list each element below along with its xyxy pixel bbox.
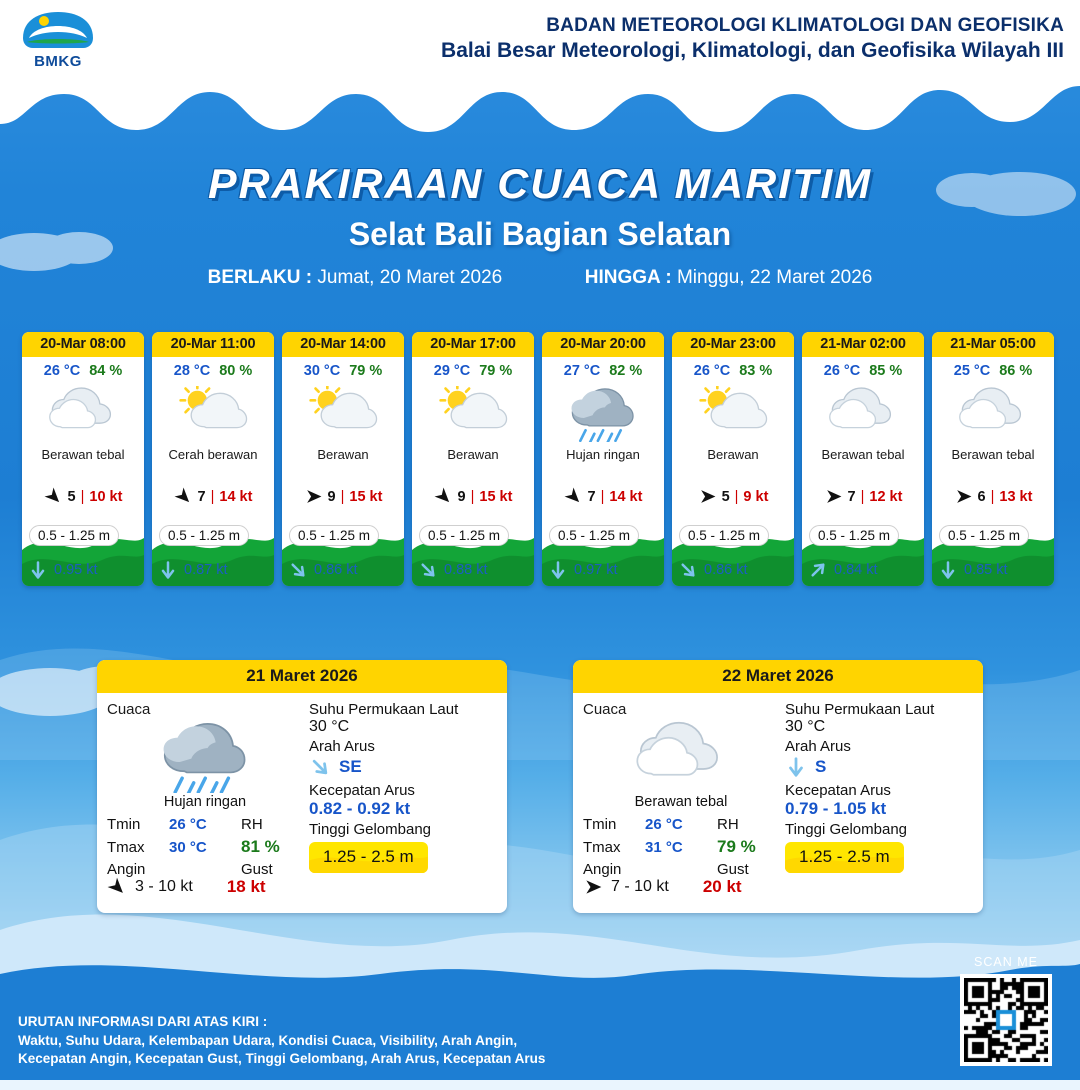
card-gust: 13 kt — [999, 488, 1033, 505]
wind-direction-arrow — [40, 483, 67, 510]
daily-gel-label: Tinggi Gelombang — [309, 821, 432, 838]
daily-values-grid — [583, 816, 779, 878]
header-line-2: Balai Besar Meteorologi, Klimatologi, dan Geofisika Wilayah III — [441, 39, 1064, 63]
footer-line-2: Waktu, Suhu Udara, Kelembapan Udara, Kondisi Cuaca, Visibility, Arah Angin, — [18, 1032, 518, 1048]
daily-wind-row — [107, 877, 303, 897]
daily-tmax-label: Tmax — [583, 839, 621, 856]
forecast-card — [412, 332, 534, 586]
daily-current-speed-block — [785, 782, 973, 819]
daily-tmax-label: Tmax — [107, 839, 145, 856]
daily-gust: 20 kt — [702, 877, 742, 896]
card-wave-zone — [22, 508, 144, 586]
card-temp-humidity — [152, 357, 274, 381]
card-time: 20-Mar 23:00 — [672, 332, 794, 357]
daily-gust-label: Gust — [241, 861, 273, 878]
daily-kec-label: Kecepatan Arus — [309, 782, 415, 799]
card-wind-speed: 9 — [327, 488, 336, 505]
daily-arus-dir: SE — [339, 757, 362, 776]
card-current-speed: 0.84 kt — [834, 562, 878, 578]
card-time: 21-Mar 05:00 — [932, 332, 1054, 357]
card-condition: Berawan — [317, 447, 369, 462]
daily-sst: 30 °C — [785, 718, 826, 735]
daily-rh: 79 % — [717, 837, 756, 856]
card-wind: 5 | 9 kt — [672, 481, 794, 506]
card-humidity: 79 % — [479, 363, 513, 379]
daily-rh-label: RH — [241, 816, 263, 833]
daily-right-column — [779, 701, 973, 903]
card-wave-height: 0.5 - 1.25 m — [679, 525, 769, 546]
weather-icon-rain — [568, 386, 638, 441]
wind-direction-arrow — [430, 483, 457, 510]
page-subtitle: Selat Bali Bagian Selatan — [348, 216, 732, 252]
card-wind-speed: 7 — [587, 488, 596, 505]
daily-values-grid — [107, 816, 303, 878]
card-wave-zone — [932, 508, 1054, 586]
card-gust: 15 kt — [349, 488, 383, 505]
card-wind-speed: 9 — [457, 488, 466, 505]
card-weather-icon — [22, 381, 144, 447]
card-condition: Berawan tebal — [41, 447, 125, 462]
daily-gel-label: Tinggi Gelombang — [785, 821, 908, 838]
daily-wind-speed: 7 - 10 kt — [611, 878, 669, 895]
card-wave-height: 0.5 - 1.25 m — [549, 525, 639, 546]
card-wave-height: 0.5 - 1.25 m — [29, 525, 119, 546]
valid-to-value: Minggu, 22 Maret 2026 — [676, 267, 873, 288]
card-wave-zone — [672, 508, 794, 586]
bmkg-logo-text: BMKG — [34, 53, 82, 70]
card-current-speed: 0.95 kt — [54, 562, 98, 578]
card-current — [288, 560, 358, 580]
wind-direction-arrow — [824, 487, 843, 506]
card-gust: 15 kt — [479, 488, 513, 505]
daily-tmin: 26 °C — [169, 816, 207, 833]
scan-block — [950, 955, 1062, 1066]
card-temperature: 30 °C — [303, 363, 341, 379]
card-condition: Berawan tebal — [821, 447, 905, 462]
card-wind: 7 | 14 kt — [542, 481, 664, 506]
card-temp-humidity — [22, 357, 144, 381]
daily-wave-block — [309, 821, 497, 878]
weather-icon-cloud-heavy — [958, 386, 1028, 441]
card-current-speed: 0.88 kt — [444, 562, 488, 578]
card-temp-humidity — [932, 357, 1054, 381]
forecast-card — [282, 332, 404, 586]
title-block — [0, 160, 1080, 289]
card-weather-icon — [152, 381, 274, 447]
card-wave-height: 0.5 - 1.25 m — [939, 525, 1029, 546]
card-temperature: 28 °C — [173, 363, 211, 379]
forecast-card — [932, 332, 1054, 586]
card-humidity: 83 % — [739, 363, 773, 379]
card-condition: Hujan ringan — [566, 447, 640, 462]
current-direction-arrow — [158, 560, 178, 580]
daily-current-dir-block — [785, 738, 973, 778]
card-current — [548, 560, 618, 580]
wind-direction-arrow — [304, 487, 323, 506]
current-direction-arrow — [284, 556, 312, 584]
card-wave-zone — [412, 508, 534, 586]
wind-direction-arrow — [698, 487, 717, 506]
card-condition: Berawan — [447, 447, 499, 462]
wind-direction-arrow — [560, 483, 587, 510]
weather-icon-sun-cloud-2 — [698, 386, 768, 441]
card-weather-icon — [282, 381, 404, 447]
card-temperature: 25 °C — [953, 363, 991, 379]
card-gust: 10 kt — [89, 488, 123, 505]
valid-from-value: Jumat, 20 Maret 2026 — [317, 267, 503, 288]
daily-rh: 81 % — [241, 837, 280, 856]
card-condition: Cerah berawan — [168, 447, 258, 462]
daily-panel-1 — [97, 660, 507, 913]
daily-tmax: 30 °C — [169, 839, 207, 856]
daily-condition: Berawan tebal — [634, 794, 728, 810]
current-direction-arrow — [674, 556, 702, 584]
card-wave-height: 0.5 - 1.25 m — [419, 525, 509, 546]
current-direction-arrow — [804, 556, 832, 584]
wind-direction-arrow — [954, 487, 973, 506]
card-wind: 7 | 14 kt — [152, 481, 274, 506]
daily-tmax: 31 °C — [645, 839, 683, 856]
daily-sst-label: Suhu Permukaan Laut — [309, 701, 459, 718]
card-wind-speed: 5 — [721, 488, 730, 505]
card-wind-speed: 6 — [977, 488, 986, 505]
daily-tmin-label: Tmin — [107, 816, 141, 833]
card-wind: 6 | 13 kt — [932, 481, 1054, 506]
wind-direction-arrow — [103, 873, 131, 901]
daily-angin-label: Angin — [107, 861, 146, 878]
daily-cuaca-label: Cuaca — [107, 701, 151, 718]
daily-sst: 30 °C — [309, 718, 350, 735]
weather-icon-sun-cloud — [178, 386, 248, 441]
current-direction-arrow — [785, 756, 807, 778]
daily-angin-label: Angin — [583, 861, 622, 878]
card-temperature: 29 °C — [433, 363, 471, 379]
wind-direction-arrow — [583, 877, 603, 897]
daily-current-speed-block — [309, 782, 497, 819]
card-time: 20-Mar 11:00 — [152, 332, 274, 357]
card-wind-speed: 5 — [67, 488, 76, 505]
current-direction-arrow — [548, 560, 568, 580]
card-wind: 5 | 10 kt — [22, 481, 144, 506]
card-time: 20-Mar 08:00 — [22, 332, 144, 357]
card-wave-zone — [152, 508, 274, 586]
card-weather-icon — [932, 381, 1054, 447]
card-humidity: 86 % — [999, 363, 1033, 379]
card-current — [938, 560, 1008, 580]
hourly-forecast-list — [22, 332, 1058, 586]
daily-kec: 0.82 - 0.92 kt — [309, 799, 411, 818]
card-gust: 9 kt — [743, 488, 769, 505]
daily-right-column — [303, 701, 497, 903]
daily-kec-label: Kecepatan Arus — [785, 782, 891, 799]
daily-left-column — [107, 701, 303, 903]
header-line-1: BADAN METEOROLOGI KLIMATOLOGI DAN GEOFISIKA — [546, 14, 1064, 36]
page-title: PRAKIRAAN CUACA MARITIM — [207, 160, 873, 207]
card-temp-humidity — [412, 357, 534, 381]
card-time: 20-Mar 20:00 — [542, 332, 664, 357]
daily-weather-icon — [583, 718, 779, 792]
card-current — [28, 560, 98, 580]
valid-from-label: BERLAKU : — [207, 267, 313, 288]
card-temp-humidity — [282, 357, 404, 381]
card-wave-height: 0.5 - 1.25 m — [289, 525, 379, 546]
card-current — [808, 560, 878, 580]
daily-arus-dir: S — [815, 757, 827, 776]
daily-date: 21 Maret 2026 — [97, 660, 507, 693]
card-wave-zone — [282, 508, 404, 586]
card-humidity: 79 % — [349, 363, 383, 379]
footer-note — [18, 1013, 638, 1068]
forecast-card — [542, 332, 664, 586]
daily-kec: 0.79 - 1.05 kt — [785, 799, 887, 818]
card-time: 21-Mar 02:00 — [802, 332, 924, 357]
card-gust: 14 kt — [609, 488, 643, 505]
card-humidity: 85 % — [869, 363, 903, 379]
card-wave-height: 0.5 - 1.25 m — [809, 525, 899, 546]
current-direction-arrow — [938, 560, 958, 580]
weather-icon-cloud-heavy — [635, 720, 728, 793]
daily-gust-label: Gust — [717, 861, 749, 878]
daily-weather-icon — [107, 718, 303, 792]
card-current-speed: 0.85 kt — [964, 562, 1008, 578]
current-direction-arrow — [304, 751, 335, 782]
card-weather-icon — [542, 381, 664, 447]
card-humidity: 80 % — [219, 363, 253, 379]
daily-cuaca-label: Cuaca — [583, 701, 627, 718]
daily-rh-label: RH — [717, 816, 739, 833]
scan-me-label: SCAN ME — [974, 955, 1038, 969]
weather-icon-sun-cloud-2 — [308, 386, 378, 441]
card-current-speed: 0.86 kt — [704, 562, 748, 578]
daily-left-column — [583, 701, 779, 903]
daily-sst-block — [785, 701, 973, 736]
weather-icon-cloud-heavy — [48, 386, 118, 441]
forecast-card — [22, 332, 144, 586]
card-weather-icon — [412, 381, 534, 447]
card-wave-height: 0.5 - 1.25 m — [159, 525, 249, 546]
forecast-card — [672, 332, 794, 586]
bmkg-logo — [12, 8, 104, 70]
card-wind-speed: 7 — [197, 488, 206, 505]
card-current-speed: 0.86 kt — [314, 562, 358, 578]
daily-arus-label: Arah Arus — [309, 738, 375, 755]
daily-panel-2 — [573, 660, 983, 913]
bmkg-logo-icon — [19, 8, 97, 52]
daily-wind-row — [583, 877, 779, 897]
weather-icon-cloud-heavy — [828, 386, 898, 441]
qr-code[interactable] — [960, 974, 1052, 1066]
card-wind: 7 | 12 kt — [802, 481, 924, 506]
page-header — [0, 0, 1080, 78]
daily-date: 22 Maret 2026 — [573, 660, 983, 693]
current-direction-arrow — [28, 560, 48, 580]
footer-line-3: Kecepatan Angin, Kecepatan Gust, Tinggi Gelombang, Arah Arus, Kecepatan Arus — [18, 1050, 546, 1066]
card-temperature: 26 °C — [693, 363, 731, 379]
validity-line — [0, 267, 1080, 289]
card-time: 20-Mar 14:00 — [282, 332, 404, 357]
card-current-speed: 0.87 kt — [184, 562, 228, 578]
daily-arus-label: Arah Arus — [785, 738, 851, 755]
valid-to-label: HINGGA : — [584, 267, 672, 288]
daily-condition: Hujan ringan — [163, 794, 247, 810]
card-current — [678, 560, 748, 580]
daily-tmin-label: Tmin — [583, 816, 617, 833]
daily-wave-height: 1.25 - 2.5 m — [309, 842, 428, 873]
card-humidity: 82 % — [609, 363, 643, 379]
card-temp-humidity — [542, 357, 664, 381]
header-titles — [441, 15, 1064, 64]
daily-sst-block — [309, 701, 497, 736]
card-temp-humidity — [802, 357, 924, 381]
forecast-card — [152, 332, 274, 586]
card-wave-zone — [802, 508, 924, 586]
card-temperature: 26 °C — [823, 363, 861, 379]
card-weather-icon — [802, 381, 924, 447]
daily-wave-height: 1.25 - 2.5 m — [785, 842, 904, 873]
card-current-speed: 0.97 kt — [574, 562, 618, 578]
card-temperature: 26 °C — [43, 363, 81, 379]
daily-gust: 18 kt — [226, 877, 266, 896]
weather-icon-sun-cloud-2 — [438, 386, 508, 441]
card-gust: 12 kt — [869, 488, 903, 505]
wind-direction-arrow — [170, 483, 197, 510]
current-direction-arrow — [414, 556, 442, 584]
card-wind: 9 | 15 kt — [412, 481, 534, 506]
daily-wave-block — [785, 821, 973, 878]
card-humidity: 84 % — [89, 363, 123, 379]
card-wave-zone — [542, 508, 664, 586]
weather-icon-rain — [159, 720, 252, 793]
card-weather-icon — [672, 381, 794, 447]
footer-line-1: URUTAN INFORMASI DARI ATAS KIRI : — [18, 1014, 268, 1030]
card-temperature: 27 °C — [563, 363, 601, 379]
daily-tmin: 26 °C — [645, 816, 683, 833]
card-current — [158, 560, 228, 580]
card-gust: 14 kt — [219, 488, 253, 505]
card-temp-humidity — [672, 357, 794, 381]
card-wind-speed: 7 — [847, 488, 856, 505]
card-time: 20-Mar 17:00 — [412, 332, 534, 357]
card-current — [418, 560, 488, 580]
daily-current-dir-block — [309, 738, 497, 778]
card-wind: 9 | 15 kt — [282, 481, 404, 506]
daily-sst-label: Suhu Permukaan Laut — [785, 701, 935, 718]
daily-wind-speed: 3 - 10 kt — [135, 878, 193, 895]
card-condition: Berawan tebal — [951, 447, 1035, 462]
card-condition: Berawan — [707, 447, 759, 462]
forecast-card — [802, 332, 924, 586]
